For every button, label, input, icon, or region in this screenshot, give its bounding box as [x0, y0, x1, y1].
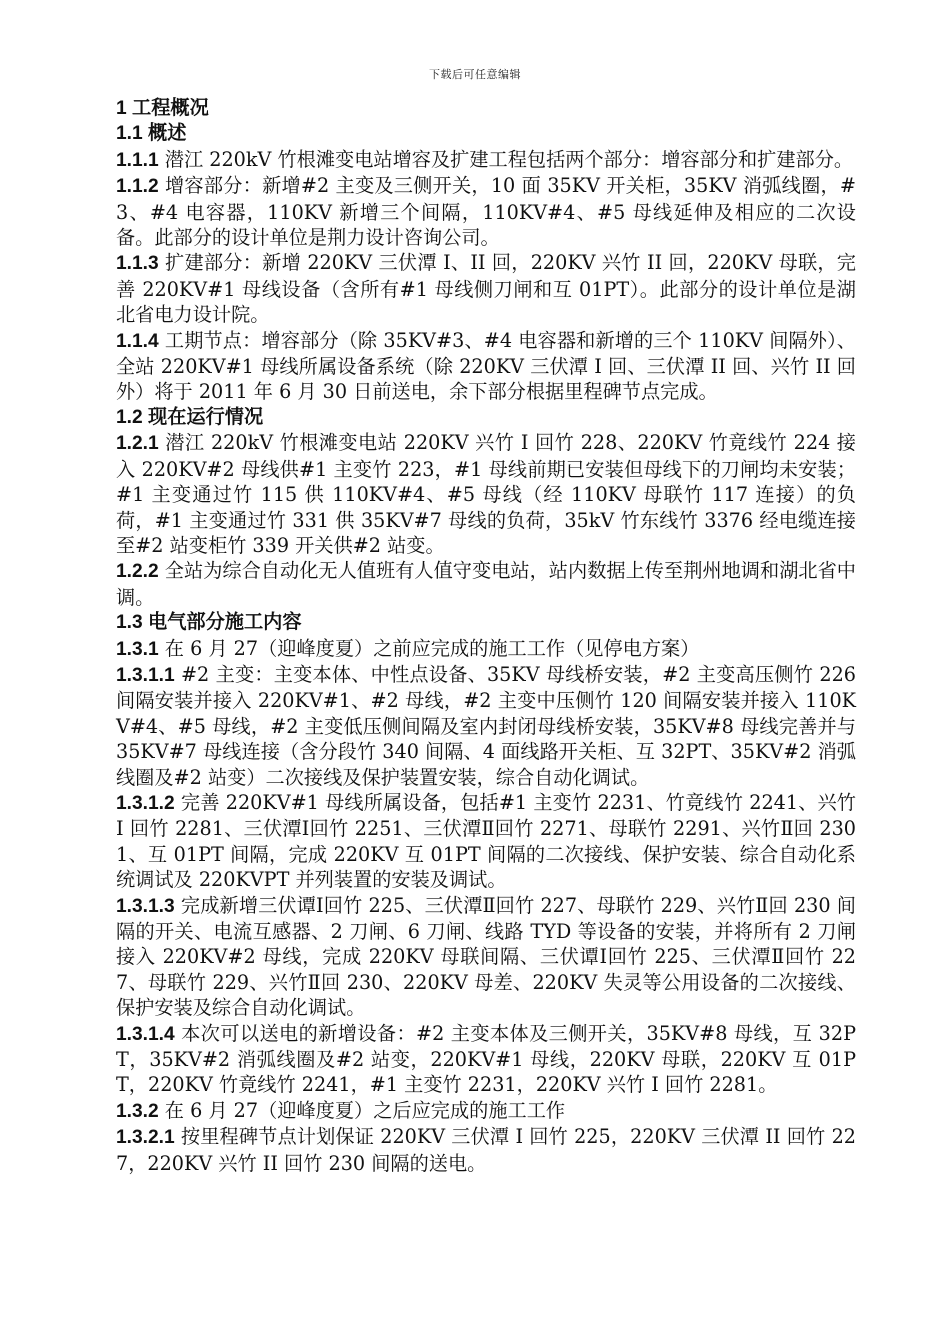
- section-number: 1.3.2.1: [116, 1127, 175, 1149]
- section-number: 1.2.2: [116, 561, 159, 583]
- paragraph-1-1-1: [116, 147, 856, 173]
- paragraph-text: 本次可以送电的新增设备：#2 主变本体及三侧开关，35KV#8 母线，互 32PT，35KV#2 消弧线圈及#2 站变，220KV#1 母线，220KV 母联，220KV 互 01PT，220KV 竹竟线竹 2241，#1 主变竹 2231，220KV 兴竹 I 回竹 2281。: [116, 1021, 856, 1097]
- paragraph-text: 扩建部分：新增 220KV 三伏潭 I、II 回，220KV 兴竹 II 回，220KV 母联，完善 220KV#1 母线设备（含所有#1 母线侧刀闸和互 01PT）。此部分的设计单位是湖北省电力设计院。: [116, 251, 856, 327]
- paragraph-1-1-2: [116, 173, 856, 250]
- paragraph-text: 全站为综合自动化无人值班有人值守变电站，站内数据上传至荆州地调和湖北省中调。: [116, 559, 856, 609]
- paragraph-1-2-2: [116, 558, 856, 610]
- section-number: 1.3.1.3: [116, 895, 175, 917]
- paragraph-text: 潜江 220kV 竹根滩变电站 220KV 兴竹 I 回竹 228、220KV 竹竟线竹 224 接入 220KV#2 母线供#1 主变竹 223，#1 母线前期已安装但母线下的刀闸均未安装；#1 主变通过竹 115 供 110KV#4、#5 母线（经 110KV 母联竹 117 连接）的负荷，#1 主变通过竹 331 供 35KV#7 母线的负荷，35kV 竹东线竹 3376 经电缆连接至#2 站变柜竹 339 开关供#2 站变。: [116, 431, 856, 557]
- section-number: 1.1.1: [116, 149, 159, 171]
- section-number: 1.1.4: [116, 330, 159, 352]
- paragraph-1-2-1: [116, 430, 856, 558]
- header-note: 下载后可任意编辑: [429, 68, 521, 81]
- paragraph-text: 按里程碑节点计划保证 220KV 三伏潭 I 回竹 225，220KV 三伏潭 II 回竹 227，220KV 兴竹 II 回竹 230 间隔的送电。: [116, 1125, 856, 1175]
- paragraph-1-3-2-1: [116, 1124, 856, 1176]
- paragraph-1-3-1: [116, 636, 856, 662]
- section-number: 1.3.1.1: [116, 664, 175, 686]
- paragraph-1-3-1-2: [116, 790, 856, 893]
- paragraph-text: 完善 220KV#1 母线所属设备，包括#1 主变竹 2231、竹竟线竹 2241、兴竹 I 回竹 2281、三伏潭Ⅰ回竹 2251、三伏潭Ⅱ回竹 2271、母联竹 2291、兴竹Ⅱ回 2301、互 01PT 间隔，完成 220KV 互 01PT 间隔的二次接线、保护安装、综合自动化系统调试及 220KVPT 并列装置的安装及调试。: [116, 790, 856, 892]
- paragraph-text: 工期节点：增容部分（除 35KV#3、#4 电容器和新增的三个 110KV 间隔外）、全站 220KV#1 母线所属设备系统（除 220KV 三伏潭 I 回、三伏潭 II 回、兴竹 II 回外）将于 2011 年 6 月 30 日前送电，余下部分根据里程碑节点完成。: [116, 328, 856, 404]
- paragraph-text: 潜江 220kV 竹根滩变电站增容及扩建工程包括两个部分：增容部分和扩建部分。: [158, 147, 854, 171]
- heading-1-3: 1.3 电气部分施工内容: [116, 612, 302, 634]
- paragraph-1-1-3: [116, 250, 856, 327]
- paragraph-text: 增容部分：新增#2 主变及三侧开关，10 面 35KV 开关柜，35KV 消弧线圈，#3、#4 电容器，110KV 新增三个间隔，110KV#4、#5 母线延伸及相应的二次设备。此部分的设计单位是荆力设计咨询公司。: [116, 174, 856, 250]
- document-body: [116, 96, 856, 1176]
- paragraph-1-1-4: [116, 328, 856, 405]
- paragraph-1-3-1-4: [116, 1021, 856, 1098]
- section-number: 1.3.1.4: [116, 1023, 175, 1045]
- paragraph-text: 在 6 月 27（迎峰度夏）之前应完成的施工工作（见停电方案）: [158, 636, 700, 660]
- paragraph-1-3-1-1: [116, 662, 856, 790]
- section-number: 1.1.2: [116, 176, 159, 198]
- section-number: 1.3.2: [116, 1100, 159, 1122]
- heading-1-2: 1.2 现在运行情况: [116, 406, 264, 428]
- paragraph-text: 完成新增三伏谭Ⅰ回竹 225、三伏潭Ⅱ回竹 227、母联竹 229、兴竹Ⅱ回 230 间隔的开关、电流互感器、2 刀闸、6 刀闸、线路 TYD 等设备的安装，并将所有 2 刀闸接入 220KV#2 母线，完成 220KV 母联间隔、三伏谭Ⅰ回竹 225、三伏潭Ⅱ回竹 227、母联竹 229、兴竹Ⅱ回 230、220KV 母差、220KV 失灵等公用设备的二次接线、保护安装及综合自动化调试。: [116, 893, 856, 1020]
- section-number: 1.1.3: [116, 253, 159, 275]
- section-number: 1.2.1: [116, 433, 159, 455]
- paragraph-1-3-1-3: [116, 893, 856, 1021]
- section-number: 1.3.1.2: [116, 792, 175, 814]
- paragraph-text: #2 主变：主变本体、中性点设备、35KV 母线桥安装，#2 主变高压侧竹 226 间隔安装并接入 220KV#1、#2 母线，#2 主变中压侧竹 120 间隔安装并接入 110KV#4、#5 母线，#2 主变低压侧间隔及室内封闭母线桥安装，35KV#8 母线完善并与 35KV#7 母线连接（含分段竹 340 间隔、4 面线路开关柜、互 32PT、35KV#2 消弧线圈及#2 站变）二次接线及保护装置安装，综合自动化调试。: [116, 662, 856, 789]
- heading-1: 1 工程概况: [116, 98, 209, 119]
- paragraph-1-3-2: [116, 1098, 856, 1124]
- paragraph-text: 在 6 月 27（迎峰度夏）之后应完成的施工工作: [158, 1098, 566, 1122]
- section-number: 1.3.1: [116, 638, 159, 660]
- heading-1-1: 1.1 概述: [116, 123, 187, 145]
